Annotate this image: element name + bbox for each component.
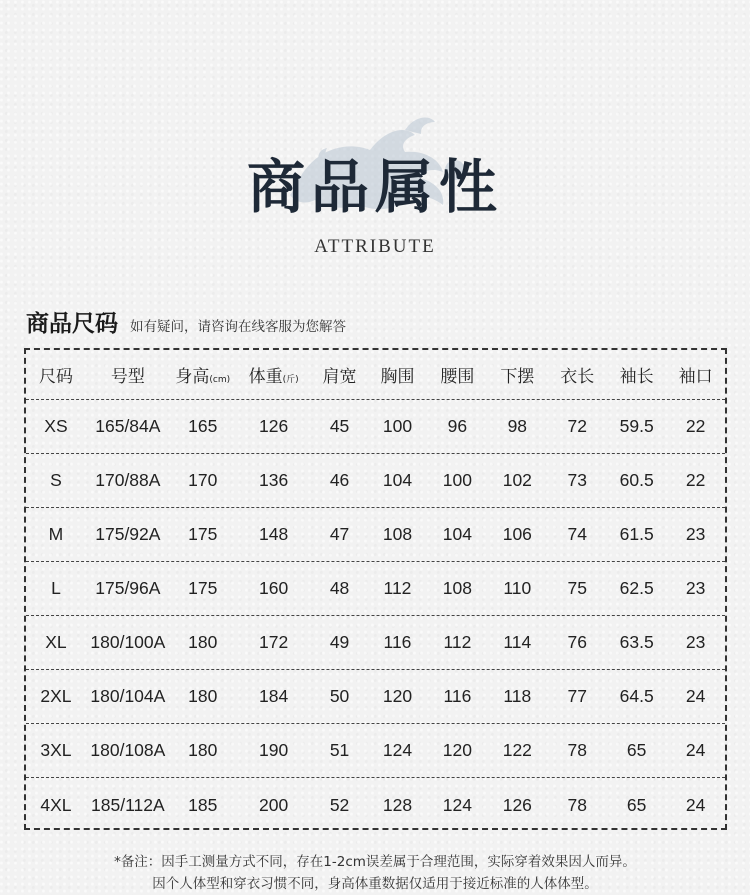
table-cell: 106 bbox=[502, 524, 532, 544]
table-cell: XS bbox=[44, 416, 68, 436]
table-cell: 124 bbox=[382, 740, 413, 760]
table-cell: 118 bbox=[503, 686, 532, 706]
footnote-line: 因个人体型和穿衣习惯不同，身高体重数据仅适用于接近标准的人体体型。 bbox=[152, 876, 598, 892]
table-cell: 77 bbox=[567, 686, 587, 706]
table-cell: 172 bbox=[259, 632, 289, 652]
table-cell: 108 bbox=[382, 524, 413, 544]
column-header: 身高(cm) bbox=[175, 367, 231, 387]
footnote bbox=[0, 851, 750, 895]
table-cell: 74 bbox=[567, 524, 587, 544]
table-cell: 128 bbox=[382, 794, 413, 815]
table-cell: 73 bbox=[567, 470, 587, 490]
table-cell: 110 bbox=[503, 578, 532, 598]
table-cell: 60.5 bbox=[619, 470, 654, 490]
page-subtitle: ATTRIBUTE bbox=[314, 236, 436, 257]
table-cell: 148 bbox=[259, 524, 289, 544]
section-header bbox=[26, 305, 346, 338]
section-title: 商品尺码 bbox=[26, 311, 118, 337]
table-cell: 23 bbox=[685, 632, 706, 652]
table-cell: 2XL bbox=[40, 686, 72, 706]
table-cell: 100 bbox=[382, 416, 413, 436]
table-cell: 24 bbox=[685, 740, 706, 760]
table-cell: 175/92A bbox=[95, 524, 161, 544]
table-cell: 175 bbox=[188, 578, 218, 598]
table-cell: 78 bbox=[567, 794, 587, 815]
table-cell: 112 bbox=[443, 632, 472, 652]
table-cell: 175 bbox=[188, 524, 218, 544]
table-cell: 4XL bbox=[40, 794, 72, 815]
table-cell: 112 bbox=[383, 578, 412, 598]
table-cell: 170 bbox=[188, 470, 218, 490]
table-cell: 47 bbox=[329, 524, 350, 544]
table-cell: 160 bbox=[259, 578, 289, 598]
page-title: 商品属性 bbox=[246, 153, 503, 221]
table-cell: 126 bbox=[502, 794, 532, 815]
table-cell: 165 bbox=[188, 416, 218, 436]
table-cell: 100 bbox=[442, 470, 472, 490]
table-cell: 120 bbox=[382, 686, 413, 706]
table-header-row bbox=[26, 350, 725, 400]
table-cell: 65 bbox=[626, 740, 647, 760]
table-cell: 116 bbox=[443, 686, 472, 706]
table-cell: 96 bbox=[447, 416, 468, 436]
table-cell: 46 bbox=[329, 470, 350, 490]
column-header: 下摆 bbox=[500, 367, 535, 387]
table-cell: 190 bbox=[259, 740, 289, 760]
table-cell: 51 bbox=[329, 740, 350, 760]
column-header: 衣长 bbox=[560, 367, 595, 387]
column-header: 袖口 bbox=[678, 367, 713, 387]
table-cell: 65 bbox=[626, 794, 647, 815]
table-cell: S bbox=[50, 470, 62, 490]
column-header: 尺码 bbox=[38, 367, 73, 387]
table-cell: 185/112A bbox=[91, 794, 165, 815]
table-cell: M bbox=[48, 524, 64, 544]
table-cell: 45 bbox=[329, 416, 350, 436]
table-cell: 75 bbox=[567, 578, 587, 598]
table-row bbox=[26, 670, 725, 724]
table-cell: 116 bbox=[383, 632, 412, 652]
column-header: 肩宽 bbox=[322, 367, 357, 387]
table-cell: 175/96A bbox=[95, 578, 161, 598]
table-cell: 48 bbox=[329, 578, 350, 598]
table-cell: 185 bbox=[188, 794, 218, 815]
table-cell: 72 bbox=[567, 416, 587, 436]
table-cell: 52 bbox=[329, 794, 350, 815]
footnote-line: *备注：因手工测量方式不同，存在1-2cm误差属于合理范围，实际穿着效果因人而异。 bbox=[114, 854, 636, 870]
column-header: 袖长 bbox=[619, 367, 654, 387]
table-cell: 59.5 bbox=[619, 416, 654, 436]
table-cell: 184 bbox=[259, 686, 289, 706]
table-cell: 62.5 bbox=[619, 578, 654, 598]
table-cell: 108 bbox=[442, 578, 472, 598]
table-cell: 124 bbox=[442, 794, 472, 815]
table-cell: 102 bbox=[502, 470, 532, 490]
column-header: 体重(斤) bbox=[248, 367, 299, 387]
table-cell: 180 bbox=[188, 740, 218, 760]
table-cell: 126 bbox=[259, 416, 289, 436]
table-cell: 180/108A bbox=[90, 740, 166, 760]
table-cell: 98 bbox=[507, 416, 528, 436]
section-note: 如有疑问，请咨询在线客服为您解答 bbox=[130, 319, 346, 335]
table-cell: 200 bbox=[259, 794, 289, 815]
table-cell: 122 bbox=[502, 740, 532, 760]
column-header: 号型 bbox=[110, 367, 145, 387]
table-cell: 76 bbox=[567, 632, 587, 652]
table-cell: 50 bbox=[329, 686, 350, 706]
table-cell: 104 bbox=[442, 524, 472, 544]
table-cell: 3XL bbox=[40, 740, 72, 760]
table-cell: 120 bbox=[442, 740, 472, 760]
table-cell: 22 bbox=[685, 470, 706, 490]
table-cell: 180/104A bbox=[90, 686, 166, 706]
table-cell: 63.5 bbox=[619, 632, 654, 652]
table-cell: 24 bbox=[685, 794, 706, 815]
table-cell: 64.5 bbox=[619, 686, 654, 706]
table-row bbox=[26, 508, 725, 562]
table-row bbox=[26, 724, 725, 778]
column-header: 腰围 bbox=[440, 367, 475, 387]
table-cell: 170/88A bbox=[95, 470, 161, 490]
table-cell: 61.5 bbox=[619, 524, 654, 544]
table-row bbox=[26, 562, 725, 616]
table-row bbox=[26, 400, 725, 454]
table-cell: 180 bbox=[188, 632, 218, 652]
table-cell: 78 bbox=[567, 740, 587, 760]
table-cell: 22 bbox=[685, 416, 706, 436]
table-cell: 180 bbox=[188, 686, 218, 706]
size-table bbox=[24, 348, 727, 830]
table-row bbox=[26, 778, 725, 832]
table-cell: 180/100A bbox=[90, 632, 166, 652]
table-cell: 23 bbox=[685, 578, 706, 598]
table-cell: 114 bbox=[503, 632, 532, 652]
table-cell: L bbox=[51, 578, 61, 598]
table-cell: 136 bbox=[259, 470, 289, 490]
table-cell: 165/84A bbox=[95, 416, 161, 436]
table-cell: 24 bbox=[685, 686, 706, 706]
table-row bbox=[26, 454, 725, 508]
table-cell: XL bbox=[45, 632, 67, 652]
table-cell: 49 bbox=[329, 632, 350, 652]
table-row bbox=[26, 616, 725, 670]
table-cell: 23 bbox=[685, 524, 706, 544]
column-header: 胸围 bbox=[380, 367, 415, 387]
table-cell: 104 bbox=[382, 470, 413, 490]
